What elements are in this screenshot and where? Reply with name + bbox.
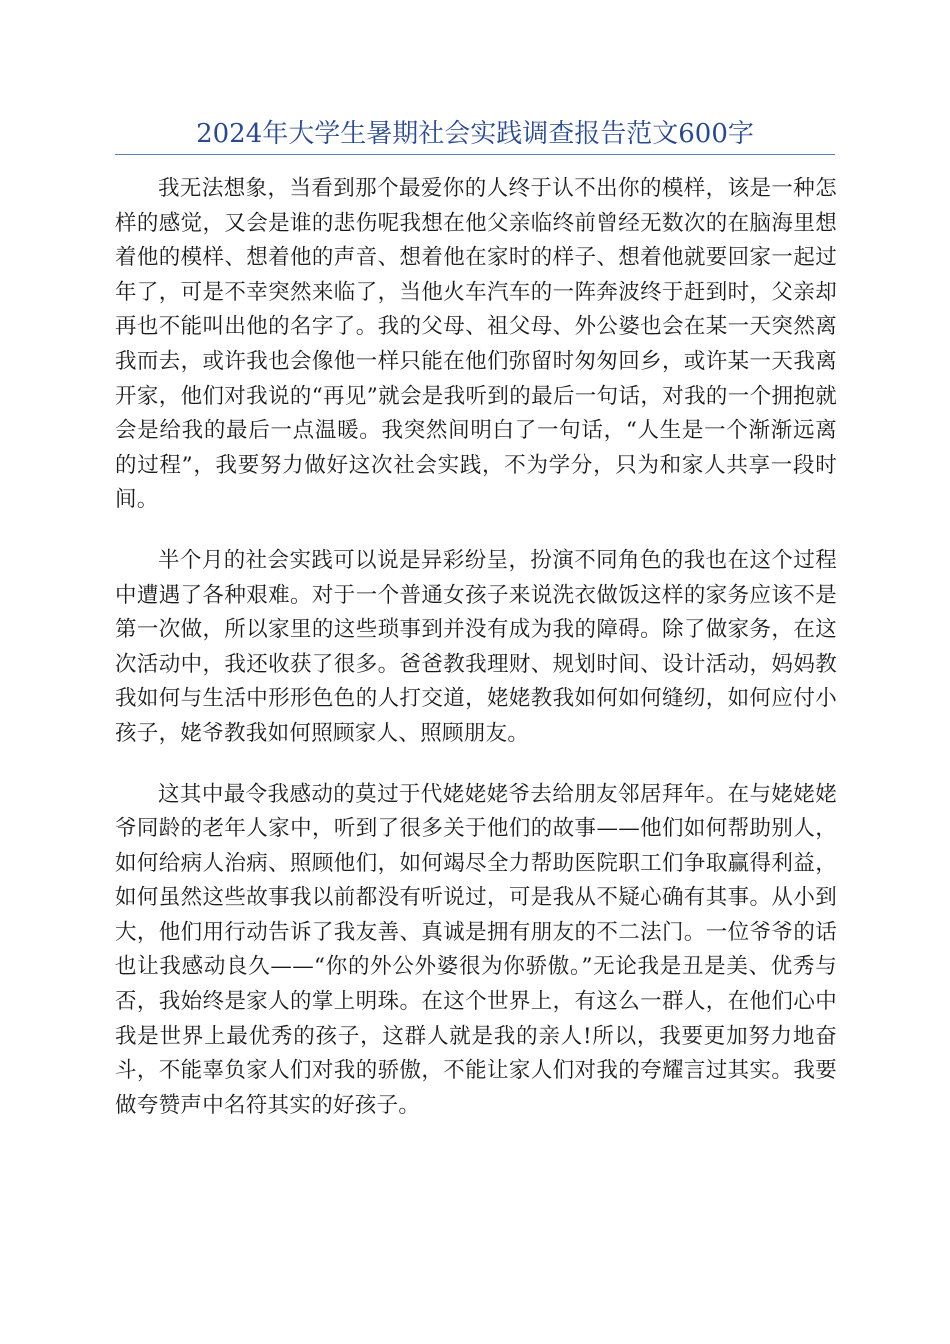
title-underline bbox=[115, 154, 835, 155]
paragraph-1: 我无法想象，当看到那个最爱你的人终于认不出你的模样，该是一种怎样的感觉，又会是谁的悲伤呢我想在他父亲临终前曾经无数次的在脑海里想着他的模样、想着他的声音、想着他在家时的样子、想着他就要回家一起过年了，可是不幸突然来临了，当他火车汽车的一阵奔波终于赶到时，父亲却再也不能叫出他的名字了。我的父母、祖父母、外公婆也会在某一天突然离我而去，或许我也会像他一样只能在他们弥留时匆匆回乡，或许某一天我离开家，他们对我说的“再见”就会是我听到的最后一句话，对我的一个拥抱就会是给我的最后一点温暖。我突然间明白了一句话，“人生是一个渐渐远离的过程”，我要努力做好这次社会实践，不为学分，只为和家人共享一段时间。 bbox=[115, 176, 837, 513]
document-body bbox=[115, 172, 837, 1149]
paragraph-2: 半个月的社会实践可以说是异彩纷呈，扮演不同角色的我也在这个过程中遭遇了各种艰难。对于一个普通女孩子来说洗衣做饭这样的家务应该不是第一次做，所以家里的这些琐事到并没有成为我的障碍。除了做家务，在这次活动中，我还收获了很多。爸爸教我理财、规划时间、设计活动，妈妈教我如何与生活中形形色色的人打交道，姥姥教我如何如何缝纫，如何应付小孩子，姥爷教我如何照顾家人、照顾朋友。 bbox=[115, 547, 837, 746]
paragraph-3: 这其中最令我感动的莫过于代姥姥姥爷去给朋友邻居拜年。在与姥姥姥爷同龄的老年人家中，听到了很多关于他们的故事——他们如何帮助别人，如何给病人治病、照顾他们，如何竭尽全力帮助医院职工们争取赢得利益，如何虽然这些故事我以前都没有听说过，可是我从不疑心确有其事。从小到大，他们用行动告诉了我友善、真诚是拥有朋友的不二法门。一位爷爷的话也让我感动良久——“你的外公外婆很为你骄傲。”无论我是丑是美、优秀与否，我始终是家人的掌上明珠。在这个世界上，有这么一群人，在他们心中我是世界上最优秀的孩子，这群人就是我的亲人!所以，我要更加努力地奋斗，不能辜负家人们对我的骄傲，不能让家人们对我的夸耀言过其实。我要做夸赞声中名符其实的好孩子。 bbox=[115, 781, 837, 1118]
document-title: 2024年大学生暑期社会实践调查报告范文600字 bbox=[196, 119, 754, 149]
